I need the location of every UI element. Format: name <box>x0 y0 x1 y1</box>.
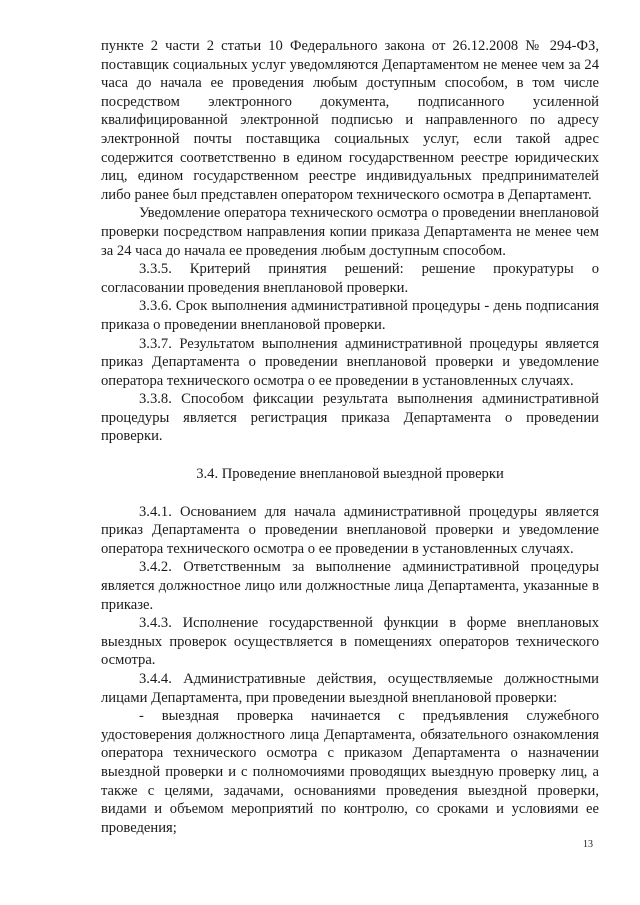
paragraph-3-4-1: 3.4.1. Основанием для начала административной процедуры является приказ Департамента о проведении внеплановой проверки и уведомление оператора технического осмотра о ее проведении в установленных случаях. <box>101 503 599 557</box>
paragraph-3-3-6: 3.3.6. Срок выполнения административной процедуры - день подписания приказа о проведении внеплановой проверки. <box>101 298 599 333</box>
paragraph-notification: Уведомление оператора технического осмотра о проведении внеплановой проверки посредством направления копии приказа Департамента не менее чем за 24 часа до начала ее проведения любым доступным способом. <box>101 205 599 259</box>
paragraph-3-4-2: 3.4.2. Ответственным за выполнение административной процедуры является должностное лицо или должностные лица Департамента, указанные в приказе. <box>101 559 599 613</box>
paragraph-3-3-5: 3.3.5. Критерий принятия решений: решение прокуратуры о согласовании проведения внеплановой проверки. <box>101 261 599 296</box>
spacer <box>101 446 599 465</box>
paragraph-3-3-7: 3.3.7. Результатом выполнения административной процедуры является приказ Департамента о проведении внеплановой проверки и уведомление оператора технического осмотра о ее проведении в установленных случаях. <box>101 335 599 389</box>
paragraph-3-3-8: 3.3.8. Способом фиксации результата выполнения административной процедуры является регистрация приказа Департамента о проведении проверки. <box>101 391 599 445</box>
paragraph-3-4-4: 3.4.4. Административные действия, осуществляемые должностными лицами Департамента, при проведении выездной внеплановой проверки: <box>101 671 599 706</box>
page-number: 13 <box>583 839 593 850</box>
list-item-onsite-inspection: - выездная проверка начинается с предъявления служебного удостоверения должностного лица Департамента, обязательного ознакомления оператора технического осмотра с приказом Департамента о назначении выездной проверки и с полномочиями проводящих выездную проверку лиц, а также с целями, задачами, основаниями проведения выездной проверки, видами и объемом мероприятий по контролю, со сроками и условиями ее проведения; <box>101 708 599 836</box>
spacer <box>101 484 599 503</box>
page-body <box>101 37 599 837</box>
paragraph-3-4-3: 3.4.3. Исполнение государственной функции в форме внеплановых выездных проверок осуществляется в помещениях операторов технического осмотра. <box>101 615 599 669</box>
paragraph-continuation: пункте 2 части 2 статьи 10 Федерального закона от 26.12.2008 № 294-ФЗ, поставщик социальных услуг уведомляются Департаментом не менее чем за 24 часа до начала ее проведения любым доступным способом, в том числе посредством электронного документа, подписанного усиленной квалифицированной электронной подписью и направленного по адресу электронной почты поставщика социальных услуг, если такой адрес содержится соответственно в едином государственном реестре юридических лиц, едином государственном реестре индивидуальных предпринимателей либо ранее был представлен оператором технического осмотра в Департамент. <box>101 38 599 203</box>
section-heading: 3.4. Проведение внеплановой выездной проверки <box>196 466 504 483</box>
